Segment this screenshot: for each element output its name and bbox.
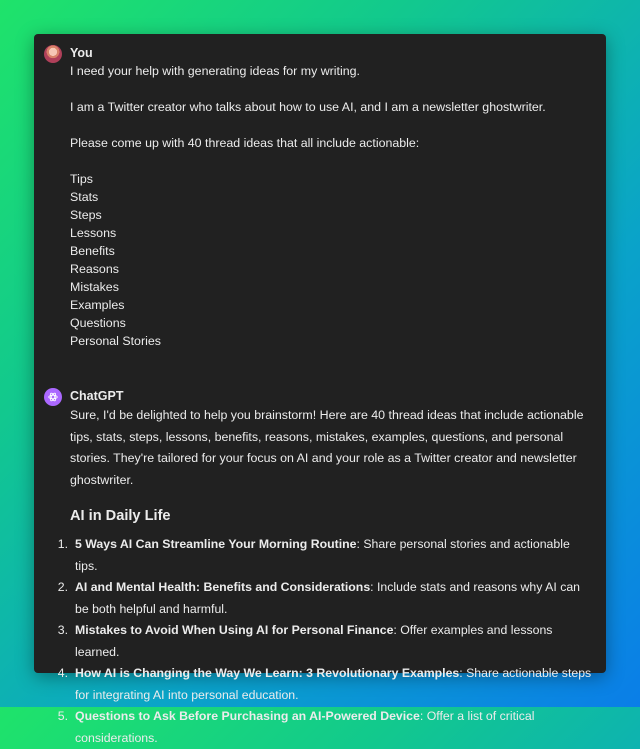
ideas-list <box>46 534 592 749</box>
user-line: Please come up with 40 thread ideas that all include actionable: <box>70 136 420 150</box>
user-line <box>70 152 592 170</box>
assistant-intro: Sure, I'd be delighted to help you brainstorm! Here are 40 thread ideas that include actionable tips, stats, steps, lessons, benefits, reasons, mistakes, examples, questions, and personal stories. They're tailored for your focus on AI and your role as a Twitter creator and newsletter ghostwriter. <box>70 408 584 487</box>
user-line: Lessons <box>70 226 117 240</box>
idea-title: 5 Ways AI Can Streamline Your Morning Routine <box>75 537 357 551</box>
list-number: 3. <box>57 623 68 637</box>
idea-description: : Share personal stories and actionable tips. <box>75 537 570 573</box>
idea-title: How AI is Changing the Way We Learn: 3 Revolutionary Examples <box>75 666 460 680</box>
user-line: Tips <box>70 172 93 186</box>
user-line: Stats <box>70 190 99 204</box>
user-avatar <box>44 45 62 63</box>
idea-description: : Offer examples and lessons learned. <box>75 623 553 659</box>
assistant-message <box>44 387 592 749</box>
user-line <box>70 116 592 134</box>
user-line: I am a Twitter creator who talks about how to use AI, and I am a newsletter ghostwriter. <box>70 100 546 114</box>
user-line: Benefits <box>70 244 115 258</box>
openai-logo-icon <box>44 388 62 406</box>
list-number: 4. <box>57 666 68 680</box>
user-line: Mistakes <box>70 280 119 294</box>
idea-title: Mistakes to Avoid When Using AI for Personal Finance <box>75 623 394 637</box>
list-number: 1. <box>57 537 68 551</box>
user-line: Steps <box>70 208 102 222</box>
user-line: Examples <box>70 298 125 312</box>
user-message <box>44 44 592 350</box>
idea-title: AI and Mental Health: Benefits and Considerations <box>75 580 371 594</box>
openai-logo-shape <box>47 391 59 403</box>
idea-description: : Offer a list of critical considerations. <box>75 709 535 745</box>
chat-window <box>34 34 606 745</box>
user-author-name: You <box>70 46 93 60</box>
user-line: Reasons <box>70 262 119 276</box>
assistant-author-name: ChatGPT <box>70 389 124 403</box>
list-item <box>46 534 592 577</box>
user-line: Questions <box>70 316 126 330</box>
list-item <box>46 663 592 706</box>
user-line <box>70 80 592 98</box>
list-number: 2. <box>57 580 68 594</box>
list-item <box>46 577 592 620</box>
idea-description: : Share actionable steps for integrating AI into personal education. <box>75 666 592 702</box>
list-item <box>46 706 592 749</box>
assistant-message-body <box>57 405 592 749</box>
idea-description: : Include stats and reasons why AI can be both helpful and harmful. <box>75 580 581 616</box>
list-number: 5. <box>57 709 68 723</box>
user-message-body <box>70 62 592 350</box>
section-heading: AI in Daily Life <box>70 508 171 524</box>
list-item <box>46 620 592 663</box>
user-line: I need your help with generating ideas for my writing. <box>70 64 360 78</box>
user-line: Personal Stories <box>70 334 161 348</box>
idea-title: Questions to Ask Before Purchasing an AI-Powered Device <box>75 709 420 723</box>
